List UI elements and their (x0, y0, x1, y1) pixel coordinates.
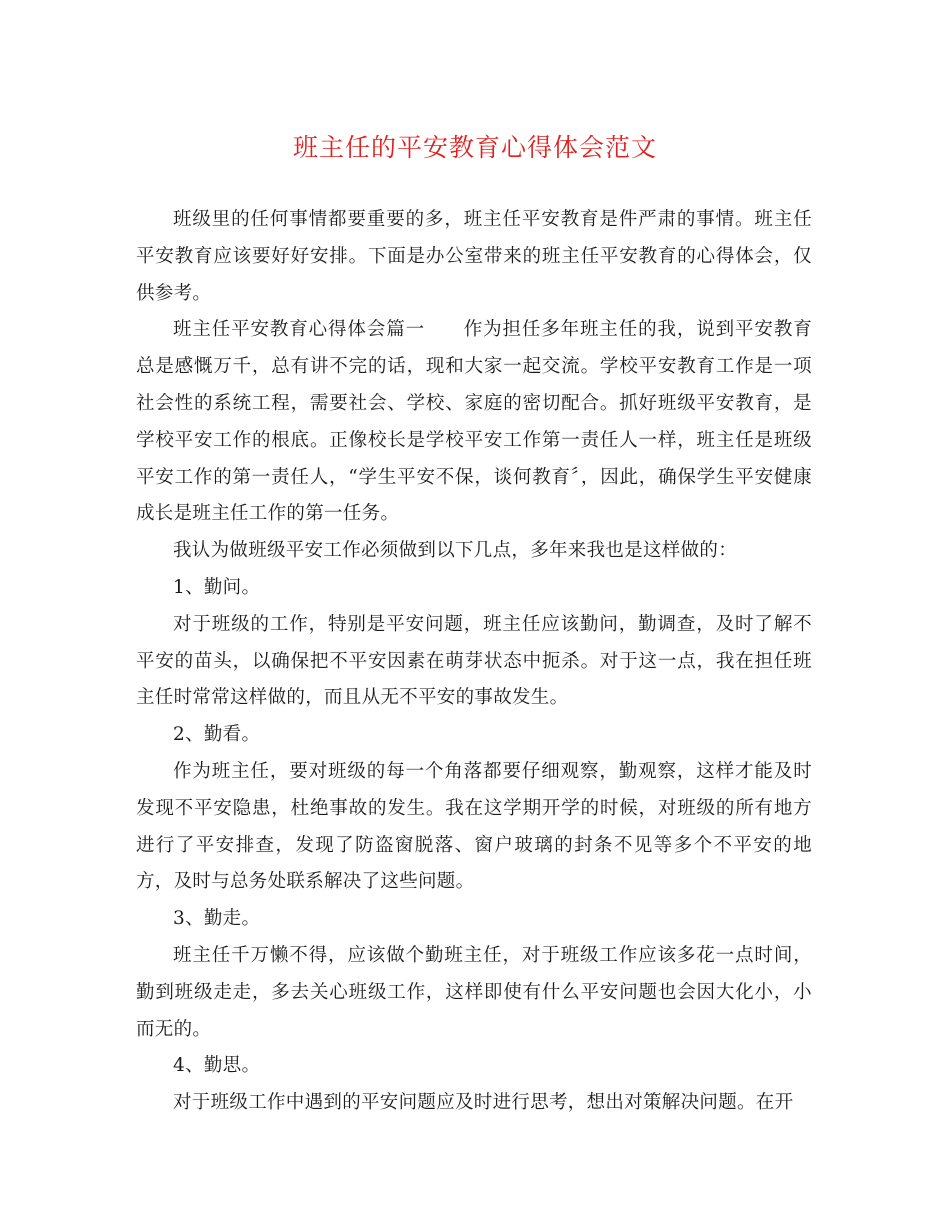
document-title: 班主任的平安教育心得体会范文 (292, 133, 657, 162)
heading-point-1: 1、勤问。 (173, 576, 261, 598)
paragraph-intro: 班级里的任何事情都要重要的多，班主任平安教育是件严肃的事情。班主任平安教育应该要好好安排。下面是办公室带来的班主任平安教育的心得体会，仅供参考。 (136, 209, 812, 304)
document-body (136, 202, 812, 1122)
paragraph-point-1: 对于班级的工作，特别是平安问题，班主任应该勤问，勤调查，及时了解不平安的苗头，以确保把不平安因素在萌芽状态中扼杀。对于这一点，我在担任班主任时常常这样做的，而且从无不平安的事故发生。 (136, 613, 812, 709)
paragraph-point-2: 作为班主任，要对班级的每一个角落都要仔细观察，勤观察，这样才能及时发现不平安隐患，杜绝事故的发生。我在这学期开学的时候，对班级的所有地方进行了平安排查，发现了防盗窗脱落、窗户玻璃的封条不见等多个不平安的地方，及时与总务处联系解决了这些问题。 (136, 760, 812, 893)
paragraph-points-intro: 我认为做班级平安工作必须做到以下几点，多年来我也是这样做的： (173, 540, 738, 562)
heading-point-4: 4、勤思。 (173, 1055, 261, 1077)
paragraph-point-3: 班主任千万懒不得，应该做个勤班主任，对于班级工作应该多花一点时间，勤到班级走走，多去关心班级工作，这样即使有什么平安问题也会因大化小，小而无的。 (136, 944, 812, 1040)
heading-point-2: 2、勤看。 (173, 724, 261, 746)
heading-point-3: 3、勤走。 (173, 908, 261, 930)
paragraph-point-4: 对于班级工作中遇到的平安问题应及时进行思考，想出对策解决问题。在开 (173, 1092, 794, 1114)
paragraph-part-one: 班主任平安教育心得体会篇一 作为担任多年班主任的我，说到平安教育总是感慨万千，总有讲不完的话，现和大家一起交流。学校平安教育工作是一项社会性的系统工程，需要社会、学校、家庭的密切配合。抓好班级平安教育，是学校平安工作的根底。正像校长是学校平安工作第一责任人一样，班主任是班级平安工作的第一责任人，“学生平安不保，谈何教育〞，因此，确保学生平安健康成长是班主任工作的第一任务。 (136, 319, 812, 525)
